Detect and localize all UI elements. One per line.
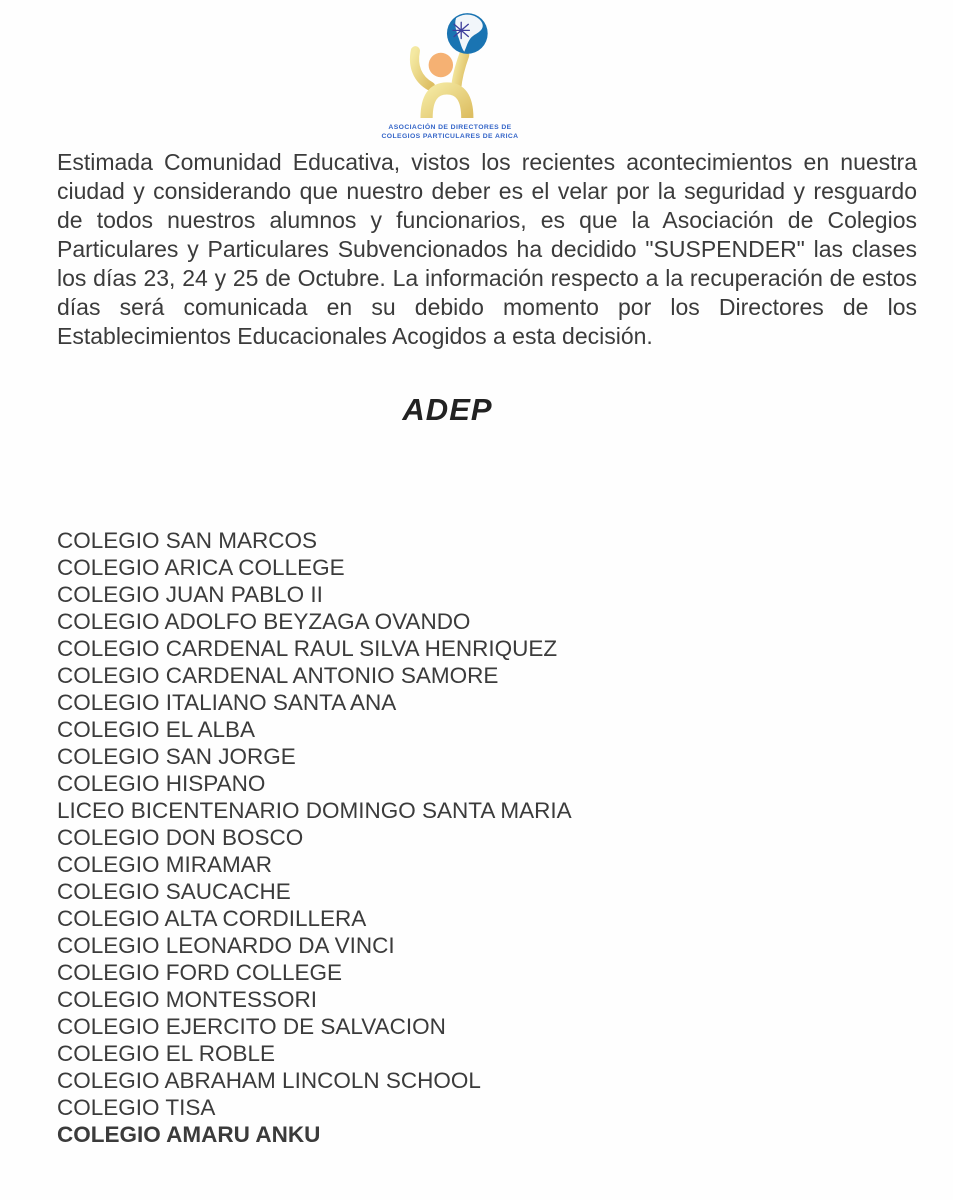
globe-icon	[447, 13, 488, 54]
school-list-item: COLEGIO ALTA CORDILLERA	[57, 906, 367, 931]
school-list-item: COLEGIO AMARU ANKU	[57, 1122, 321, 1147]
school-list-item: COLEGIO MIRAMAR	[57, 852, 273, 877]
school-list-item: LICEO BICENTENARIO DOMINGO SANTA MARIA	[57, 798, 572, 823]
school-list-item: COLEGIO ADOLFO BEYZAGA OVANDO	[57, 609, 471, 634]
school-list	[57, 527, 572, 1148]
adep-logo-icon	[402, 8, 498, 120]
signature-heading: ADEP	[402, 392, 493, 427]
school-list-item: COLEGIO EL ALBA	[57, 717, 256, 742]
school-list-item: COLEGIO ABRAHAM LINCOLN SCHOOL	[57, 1068, 481, 1093]
school-list-item: COLEGIO LEONARDO DA VINCI	[57, 933, 395, 958]
school-list-item: COLEGIO DON BOSCO	[57, 825, 304, 850]
school-list-item: COLEGIO EJERCITO DE SALVACION	[57, 1014, 446, 1039]
school-list-item: COLEGIO ITALIANO SANTA ANA	[57, 690, 397, 715]
school-list-item: COLEGIO TISA	[57, 1095, 216, 1120]
figure-icon	[415, 51, 468, 118]
school-list-item: COLEGIO FORD COLLEGE	[57, 960, 343, 985]
school-list-item: COLEGIO JUAN PABLO II	[57, 582, 323, 607]
logo-org-name-line1: ASOCIACIÓN DE DIRECTORES DE	[388, 124, 512, 131]
letter-body-paragraph: Estimada Comunidad Educativa, vistos los recientes acontecimientos en nuestra ciudad y considerando que nuestro deber es el velar por la seguridad y resguardo de todos nuestros alumnos y funcionarios, es que la Asociación de Colegios Particulares y Particulares Subvencionados ha decidido "SUSPENDER" las clases los días 23, 24 y 25 de Octubre. La información respecto a la recuperación de estos días será comunicada en su debido momento por los Directores de los Establecimientos Educacionales Acogidos a esta decisión.	[57, 149, 917, 349]
school-list-item: COLEGIO EL ROBLE	[57, 1041, 275, 1066]
school-list-item: COLEGIO CARDENAL ANTONIO SAMORE	[57, 663, 499, 688]
school-list-item: COLEGIO SAUCACHE	[57, 879, 291, 904]
school-list-item: COLEGIO CARDENAL RAUL SILVA HENRIQUEZ	[57, 636, 558, 661]
school-list-item: COLEGIO SAN MARCOS	[57, 528, 318, 553]
school-list-item: COLEGIO SAN JORGE	[57, 744, 296, 769]
logo-org-name-line2: COLEGIOS PARTICULARES DE ARICA	[381, 133, 519, 140]
logo-org-name	[382, 123, 519, 141]
school-list-item: COLEGIO ARICA COLLEGE	[57, 555, 345, 580]
school-list-item: COLEGIO HISPANO	[57, 771, 266, 796]
adep-logo	[0, 8, 900, 141]
school-list-item: COLEGIO MONTESSORI	[57, 987, 318, 1012]
